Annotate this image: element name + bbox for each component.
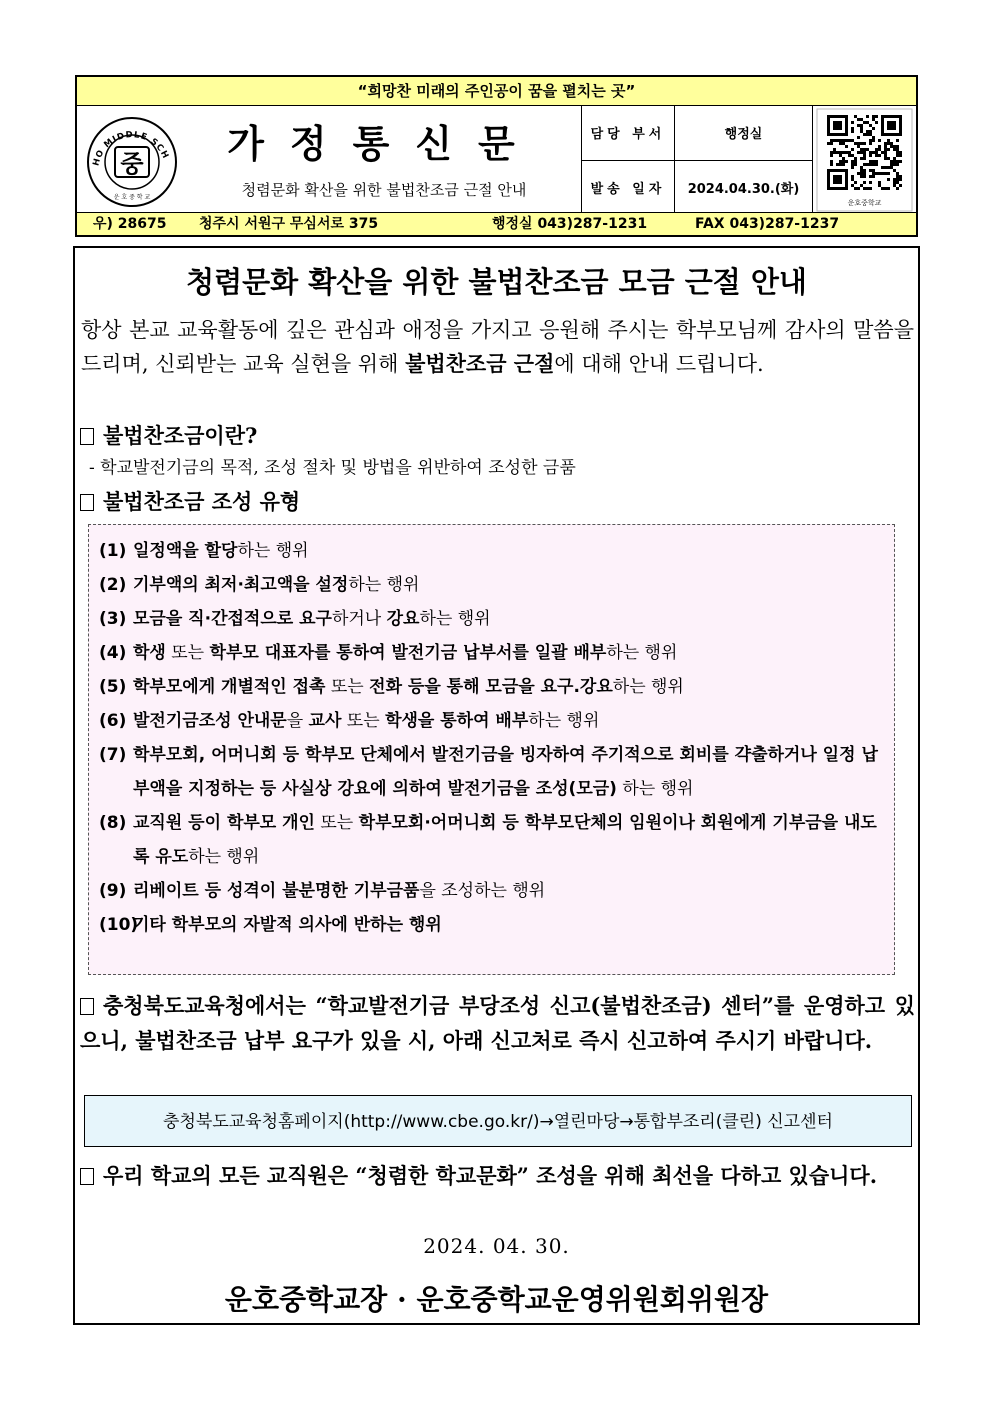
type-text: 강요 <box>386 609 420 629</box>
qr-caption: 운호중학교 <box>847 199 882 207</box>
type-number: (10) <box>99 915 139 935</box>
type-text: 발전기금조성 안내문 <box>133 711 287 731</box>
qr-code[interactable] <box>813 105 916 215</box>
type-number: (6) <box>99 711 127 731</box>
type-item <box>99 636 889 670</box>
svg-text:운 호 중 학 교: 운 호 중 학 교 <box>113 194 151 201</box>
type-text: 하는 행위 <box>237 541 309 561</box>
notice-body <box>73 246 920 1325</box>
type-text: 학생을 통하여 배부 <box>385 711 529 731</box>
definition-text: - 학교발전기금의 목적, 조성 절차 및 방법을 위반하여 조성한 금품 <box>89 458 576 478</box>
type-text: 하는 행위 <box>188 847 260 867</box>
type-item <box>99 806 889 874</box>
type-text: 일정액을 할당 <box>133 541 238 561</box>
checkbox-bullet-icon <box>80 428 94 445</box>
type-text: 학부모회, 어머니회 등 학부모 단체에서 발전기금을 빙자하여 주기적으로 회비를 갹출하거나 일정 납부액을 지정하는 등 사실상 강요에 의하여 발전기금을 조성(모금) <box>133 745 878 799</box>
types-box <box>88 524 895 975</box>
document-title: 청렴문화 확산을 위한 불법찬조금 모금 근절 안내 <box>186 265 807 299</box>
fax-number: FAX 043)287-1237 <box>695 216 840 232</box>
issue-date: 2024. 04. 30. <box>423 1234 570 1258</box>
qr-code-icon <box>813 105 916 215</box>
intro-text-2: 에 대해 안내 드립니다. <box>554 352 764 376</box>
newsletter-subtitle: 청렴문화 확산을 위한 불법찬조금 근절 안내 <box>241 181 527 199</box>
address-bar <box>77 212 916 235</box>
type-number: (4) <box>99 643 127 663</box>
newsletter-header <box>75 75 918 237</box>
type-text: 을 조성하는 행위 <box>419 881 546 901</box>
type-text: 학부모 대표자를 통하여 발전기금 납부서를 일괄 배부 <box>209 643 607 663</box>
newsletter-title: 가정통신문 <box>227 121 541 166</box>
type-text: 하는 행위 <box>348 575 420 595</box>
type-item <box>99 874 889 908</box>
type-item <box>99 738 889 806</box>
type-text: 하는 행위 <box>528 711 600 731</box>
intro-paragraph <box>81 314 914 381</box>
type-text: 모금을 직·간접적으로 요구 <box>133 609 332 629</box>
type-text: 전화 등을 통해 모금을 요구.강요 <box>369 677 613 697</box>
type-number: (2) <box>99 575 127 595</box>
type-item <box>99 568 889 602</box>
checkbox-bullet-icon <box>80 494 94 511</box>
school-emblem-icon <box>77 105 187 215</box>
type-text: 또는 <box>165 643 210 663</box>
type-text: 또는 <box>341 711 386 731</box>
type-text: 기부액의 최저·최고액을 설정 <box>133 575 349 595</box>
types-list <box>99 534 889 942</box>
date-label: 발송 일자 <box>582 160 675 215</box>
type-number: (9) <box>99 881 127 901</box>
zip-code: 우) 28675 <box>93 216 167 232</box>
type-text: 하는 행위 <box>612 677 684 697</box>
type-text: 기타 학부모의 자발적 의사에 반하는 행위 <box>133 915 442 935</box>
report-path-box[interactable]: 충청북도교육청홈페이지(http://www.cbe.go.kr/)→열린마당→통합부조리(클린) 신고센터 <box>84 1095 912 1147</box>
signature: 운호중학교장 · 운호중학교운영위원회위원장 <box>224 1283 769 1316</box>
section-what-is <box>80 420 257 450</box>
type-text: 리베이트 등 성격이 불분명한 기부금품 <box>133 881 420 901</box>
logo-char: 중 <box>120 150 144 178</box>
type-item <box>99 670 889 704</box>
dept-label: 담당 부서 <box>582 106 675 161</box>
type-item <box>99 908 889 942</box>
type-text: 학부모에게 개별적인 접촉 <box>133 677 326 697</box>
logo-ring-text: HO MIDDLE SCH <box>91 130 171 168</box>
intro-text-1: 항상 본교 교육활동에 깊은 관심과 애정을 가지고 응원해 주시는 학부모님께 감사의 말씀을 드리며, 신뢰받는 교육 실현을 위해 <box>81 318 914 376</box>
section-heading: 불법찬조금 조성 유형 <box>103 489 301 514</box>
notice-text: 충청북도교육청에서는 “학교발전기금 부당조성 신고(불법찬조금) 센터”를 운영하고 있으니, 불법찬조금 납부 요구가 있을 시, 아래 신고처로 즉시 신고하여 주시기 바랍니다. <box>80 993 915 1053</box>
type-item <box>99 534 889 568</box>
type-text: 교사 <box>308 711 342 731</box>
section-heading: 불법찬조금이란? <box>103 423 258 448</box>
dept-value: 행정실 <box>675 106 813 161</box>
info-table <box>581 105 813 215</box>
type-text: 을 <box>286 711 309 731</box>
report-center-notice <box>80 988 915 1058</box>
closing-statement <box>80 1158 915 1193</box>
type-number: (3) <box>99 609 127 629</box>
closing-text: 우리 학교의 모든 교직원은 “청렴한 학교문화” 조성을 위해 최선을 다하고 있습니다. <box>103 1163 878 1188</box>
intro-emphasis: 불법찬조금 근절 <box>405 351 555 376</box>
type-text: 하는 행위 <box>419 609 491 629</box>
title-block <box>187 105 582 215</box>
checkbox-bullet-icon <box>80 998 94 1015</box>
type-text: 하는 행위 <box>606 643 678 663</box>
type-number: (5) <box>99 677 127 697</box>
street-address: 청주시 서원구 무심서로 375 <box>199 216 379 232</box>
type-text: 하거나 <box>331 609 387 629</box>
header-main-row <box>77 105 916 215</box>
type-number: (1) <box>99 541 127 561</box>
type-text: 교직원 등이 학부모 개인 <box>133 813 315 833</box>
type-text: 학생 <box>133 643 166 663</box>
office-phone: 행정실 043)287-1231 <box>492 216 648 232</box>
type-text: 학부모회·어머니회 등 학부모단체의 임원이나 회원에게 기부금을 내도록 유도 <box>133 813 877 867</box>
type-text: 또는 <box>314 813 359 833</box>
type-item <box>99 602 889 636</box>
date-value: 2024.04.30.(화) <box>675 160 813 215</box>
school-slogan: “희망찬 미래의 주인공이 꿈을 펼치는 곳” <box>77 77 916 106</box>
type-text: 또는 <box>325 677 370 697</box>
type-item <box>99 704 889 738</box>
type-number: (8) <box>99 813 127 833</box>
school-logo <box>77 105 187 215</box>
type-text: 하는 행위 <box>616 779 694 799</box>
section-types <box>80 486 300 516</box>
checkbox-bullet-icon <box>80 1168 94 1185</box>
type-number: (7) <box>99 745 127 765</box>
